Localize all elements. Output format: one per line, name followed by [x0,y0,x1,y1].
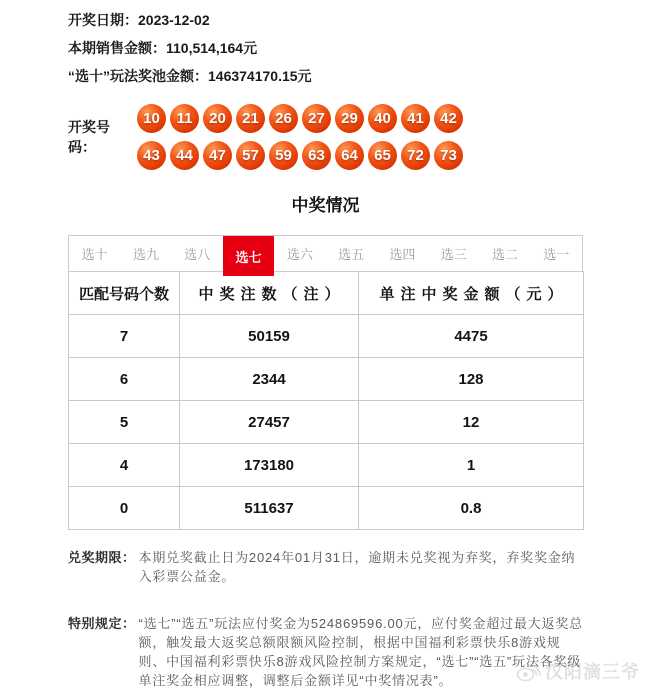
tab-xuan-5[interactable]: 选五 [338,247,365,262]
prize-table [68,271,584,530]
watermark-text: 汉阳滴三爷 [545,662,640,682]
play-type-tabs [68,235,583,272]
tab-xuan-7[interactable]: 选七 [223,236,274,276]
table-row [69,487,584,530]
ball-42: 42 [434,104,463,133]
ball-63: 63 [302,141,331,170]
sales-amount-label: 本期销售金额： [68,40,166,56]
cell-match-count: 4 [69,444,180,487]
ball-73: 73 [434,141,463,170]
prize-table-header-row [69,272,584,315]
watermark [516,658,640,684]
cell-prize-amount: 1 [359,444,584,487]
cell-match-count: 0 [69,487,180,530]
winning-numbers-section [68,104,583,170]
note-label: 兑奖期限： [68,550,136,565]
ball-26: 26 [269,104,298,133]
weibo-icon [516,659,542,683]
cell-winning-bets: 50159 [180,315,359,358]
tab-xuan-2[interactable]: 选二 [492,247,519,262]
tab-xuan-4[interactable]: 选四 [389,247,416,262]
cell-winning-bets: 173180 [180,444,359,487]
table-row [69,401,584,444]
cell-winning-bets: 27457 [180,401,359,444]
cell-match-count: 5 [69,401,180,444]
cell-winning-bets: 511637 [180,487,359,530]
winning-numbers-label: 开奖号码： [68,119,110,155]
tab-xuan-9[interactable]: 选九 [132,247,159,262]
ball-20: 20 [203,104,232,133]
ball-64: 64 [335,141,364,170]
note-body: 本期兑奖截止日为2024年01月31日，逾期未兑奖视为弃奖，弃奖奖金纳入彩票公益金。 [138,550,576,584]
ball-43: 43 [137,141,166,170]
cell-prize-amount: 128 [359,358,584,401]
draw-date-value: 2023-12-02 [138,12,210,28]
ball-44: 44 [170,141,199,170]
draw-info [68,6,583,90]
cell-prize-amount: 12 [359,401,584,444]
cell-prize-amount: 0.8 [359,487,584,530]
column-header-3: 单注中奖金额（元） [359,272,584,315]
tab-xuan-8[interactable]: 选八 [184,247,211,262]
sales-amount-value: 110,514,164元 [166,40,258,56]
tab-xuan-1[interactable]: 选一 [543,247,570,262]
note-2 [68,614,583,690]
ball-65: 65 [368,141,397,170]
column-header-2: 中奖注数（注） [180,272,359,315]
prize-pool-label: “选十”玩法奖池金额： [68,68,208,84]
ball-11: 11 [170,104,199,133]
note-body: “选七”“选五”玩法应付奖金为524869596.00元，应付奖金超过最大返奖总额，触发最大返奖总额限额风险控制，根据中国福利彩票快乐8游戏规则、中国福利彩票快乐8游戏风险控制方案规定，“选七”“选五”玩法各奖级单注奖金相应调整，调整后金额详见“中奖情况表”。 [138,616,583,688]
note-1 [68,548,583,586]
balls-row-1 [137,104,463,133]
note-label: 特别规定： [68,616,136,631]
tab-xuan-3[interactable]: 选三 [440,247,467,262]
table-row [69,315,584,358]
sales-amount-line [68,34,583,62]
cell-match-count: 6 [69,358,180,401]
draw-date-line [68,6,583,34]
ball-47: 47 [203,141,232,170]
tab-xuan-10[interactable]: 选十 [81,247,108,262]
winning-number-balls [137,104,463,170]
prize-pool-value: 146374170.15元 [208,68,312,84]
ball-10: 10 [137,104,166,133]
table-row [69,358,584,401]
cell-prize-amount: 4475 [359,315,584,358]
ball-57: 57 [236,141,265,170]
prize-pool-line [68,62,583,90]
ball-72: 72 [401,141,430,170]
balls-row-2 [137,141,463,170]
notes-section [68,548,583,690]
ball-21: 21 [236,104,265,133]
cell-winning-bets: 2344 [180,358,359,401]
tab-xuan-6[interactable]: 选六 [286,247,313,262]
ball-29: 29 [335,104,364,133]
ball-41: 41 [401,104,430,133]
cell-match-count: 7 [69,315,180,358]
column-header-1: 匹配号码个数 [69,272,180,315]
ball-40: 40 [368,104,397,133]
ball-27: 27 [302,104,331,133]
table-row [69,444,584,487]
draw-date-label: 开奖日期： [68,12,138,28]
ball-59: 59 [269,141,298,170]
section-title: 中奖情况 [291,196,360,215]
